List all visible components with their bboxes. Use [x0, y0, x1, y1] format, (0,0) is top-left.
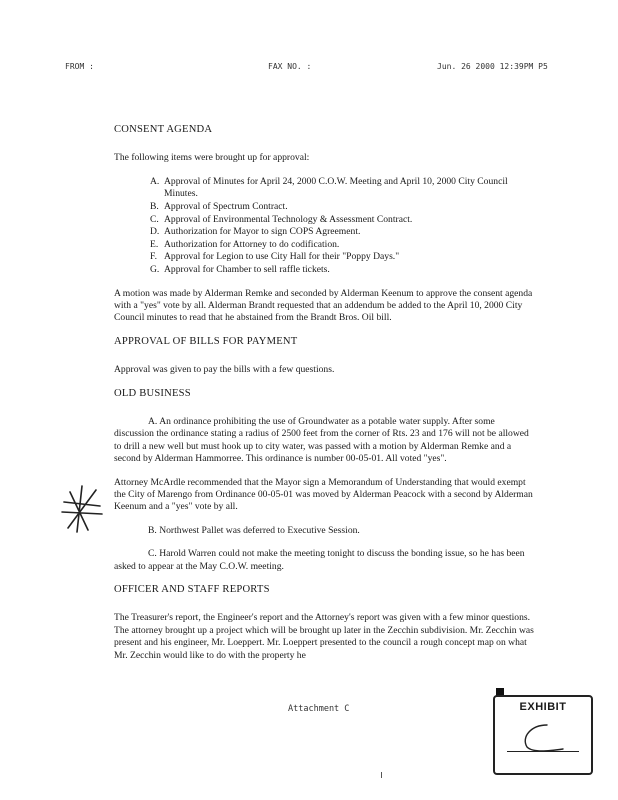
list-item-text: Approval for Chamber to sell raffle tickets. — [164, 263, 330, 275]
fax-number: FAX NO. : — [268, 62, 312, 71]
list-item-letter: E. — [150, 238, 159, 250]
list-item-letter: C. — [150, 213, 159, 225]
list-item — [150, 201, 534, 214]
officer-reports-heading: OFFICER AND STAFF REPORTS — [114, 584, 270, 596]
exhibit-signature-line — [507, 751, 579, 752]
list-item-text: Approval of Spectrum Contract. — [164, 201, 288, 212]
handwritten-mark-icon — [513, 719, 573, 755]
document-body — [114, 124, 534, 673]
old-business-item-c: C. Harold Warren could not make the meeting tonight to discuss the bonding issue, so he has been asked to appear at the May C.O.W. meeting. — [114, 548, 525, 572]
bills-heading: APPROVAL OF BILLS FOR PAYMENT — [114, 335, 298, 347]
list-item-letter: D. — [150, 226, 160, 238]
old-business-item-a: A. An ordinance prohibiting the use of Groundwater as a potable water supply. After some discussion the ordinance stating a radius of 2500 feet from the corner of Rts. 23 and 176 will not be allowed to drill a new well but must hook up to city water, was passed with a motion by Alderman Remke and a second by Alderman Hammorree. This ordinance is number 00-05-01. All voted "yes". — [114, 416, 529, 465]
old-business-heading: OLD BUSINESS — [114, 387, 191, 399]
bills-text: Approval was given to pay the bills with a few questions. — [114, 364, 335, 376]
officer-reports-text: The Treasurer's report, the Engineer's report and the Attorney's report was given with a few minor questions. The attorney brought up a project which will be brought up later in the Zecchin subdivision. Mr. Zecchin was present and his engineer, Mr. Loeppert. Mr. Loeppert presented to the council a rough concept map on what Mr. Zecchin would like to do with the property he — [114, 612, 534, 661]
list-item — [150, 264, 534, 277]
list-item-text: Approval of Minutes for April 24, 2000 C.O.W. Meeting and April 10, 2000 City Council Minutes. — [164, 175, 508, 200]
list-item — [150, 214, 534, 227]
list-item-text: Authorization for Attorney to do codification. — [164, 238, 340, 250]
list-item-text: Authorization for Mayor to sign COPS Agreement. — [164, 226, 361, 238]
handdrawn-star-icon — [58, 484, 104, 534]
list-item-letter: G. — [150, 263, 160, 275]
attachment-label: Attachment C — [288, 704, 350, 714]
exhibit-sticker — [493, 695, 593, 775]
exhibit-label: EXHIBIT — [519, 701, 567, 713]
list-item — [150, 176, 534, 201]
fax-header — [0, 62, 618, 74]
old-business-item-b: B. Northwest Pallet was deferred to Executive Session. — [148, 524, 360, 536]
fax-from: FROM : — [65, 62, 94, 71]
scan-speck — [381, 772, 382, 778]
list-item-text: Approval for Legion to use City Hall for their "Poppy Days." — [164, 251, 400, 263]
list-item-text: Approval of Environmental Technology & Assessment Contract. — [164, 213, 413, 225]
list-item-letter: B. — [150, 201, 159, 212]
list-item-letter: A. — [150, 175, 160, 187]
fax-date-time: Jun. 26 2000 12:39PM P5 — [437, 62, 548, 71]
consent-agenda-intro: The following items were brought up for approval: — [114, 152, 310, 164]
consent-agenda-heading: CONSENT AGENDA — [114, 124, 213, 135]
consent-agenda-motion: A motion was made by Alderman Remke and seconded by Alderman Keenum to approve the consent agenda with a "yes" vote by all. Alderman Brandt requested that an addendum be added to the April 10, 2000 City Council minutes to read that he abstained from the Brandt Bros. Oil bill. — [114, 287, 533, 324]
list-item — [150, 239, 534, 252]
list-item — [150, 226, 534, 239]
consent-agenda-list — [114, 176, 534, 277]
list-item-letter: F. — [150, 251, 157, 263]
old-business-mcardle: Attorney McArdle recommended that the Mayor sign a Memorandum of Understanding that would exempt the City of Marengo from Ordinance 00-05-01 was moved by Alderman Peacock with a second by Alderman Keenum and a "yes" vote by all. — [114, 476, 533, 513]
list-item — [150, 251, 534, 264]
